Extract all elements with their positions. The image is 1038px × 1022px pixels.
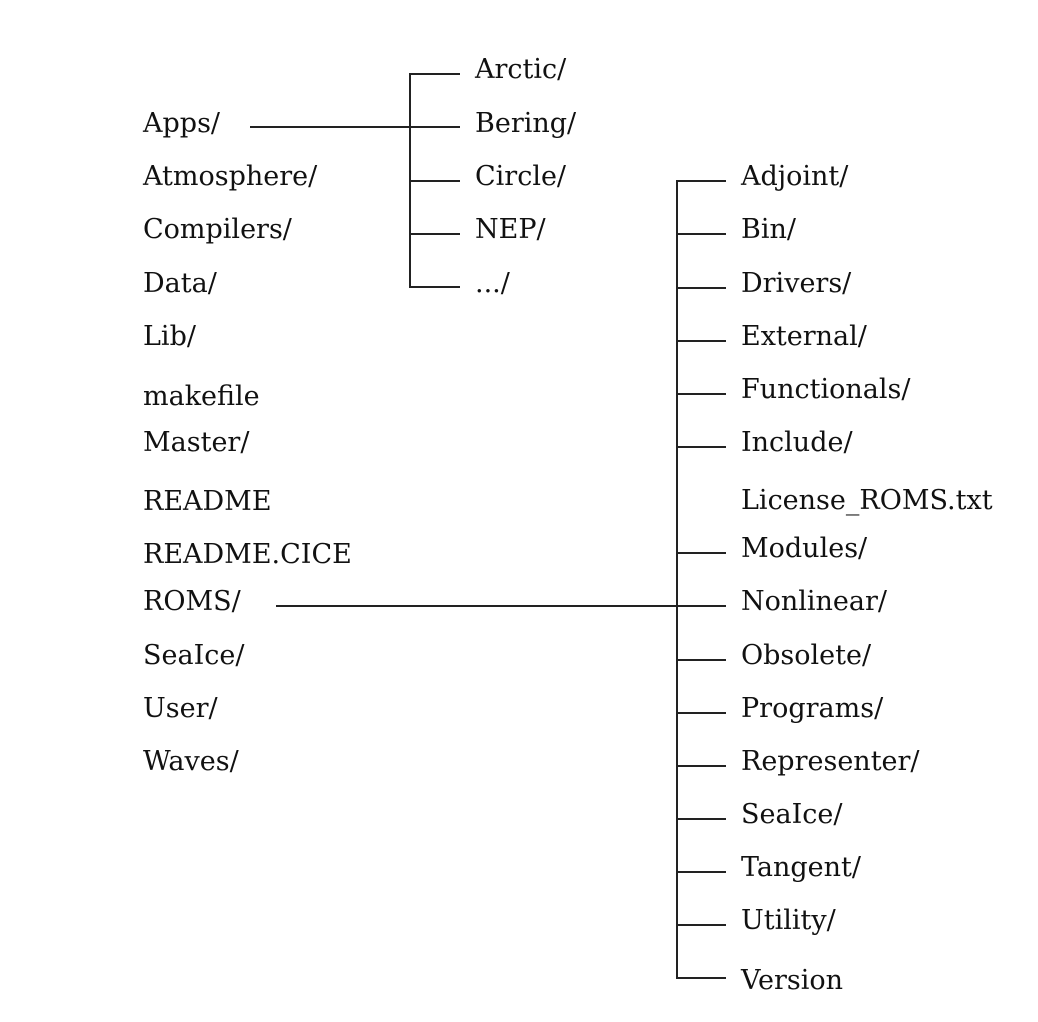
roms-branch-line — [676, 180, 726, 182]
root-item-apps: Apps/ — [143, 108, 221, 139]
roms-branch-line — [676, 924, 726, 926]
roms-branch-line — [676, 659, 726, 661]
roms-item-representer: Representer/ — [741, 746, 920, 777]
root-item-compilers: Compilers/ — [143, 214, 292, 245]
root-item-seaice: SeaIce/ — [143, 640, 245, 671]
roms-item-adjoint: Adjoint/ — [741, 161, 849, 192]
roms-branch-line — [676, 871, 726, 873]
apps-branch-line — [409, 286, 460, 288]
root-item-roms: ROMS/ — [143, 586, 241, 617]
root-item-waves: Waves/ — [143, 746, 239, 777]
apps-item-arctic: Arctic/ — [475, 54, 567, 85]
roms-branch-line — [676, 446, 726, 448]
roms-item-version: Version — [741, 965, 844, 996]
roms-item-nonlinear: Nonlinear/ — [741, 586, 888, 617]
root-item-makefile: makefile — [143, 381, 260, 412]
roms-bracket-vertical — [676, 180, 678, 978]
root-item-readme: README — [143, 486, 272, 517]
roms-item-functionals: Functionals/ — [741, 374, 911, 405]
apps-branch-line — [409, 180, 460, 182]
apps-item-nep: NEP/ — [475, 214, 546, 245]
roms-item-programs: Programs/ — [741, 693, 884, 724]
roms-item-license: License_ROMS.txt — [741, 485, 993, 516]
roms-item-utility: Utility/ — [741, 905, 836, 936]
roms-branch-line — [676, 552, 726, 554]
roms-item-external: External/ — [741, 321, 867, 352]
apps-item-ellipsis: .../ — [475, 268, 510, 299]
root-item-readme-cice: README.CICE — [143, 539, 352, 570]
roms-branch-line — [676, 233, 726, 235]
apps-connector-line — [250, 126, 460, 128]
roms-item-drivers: Drivers/ — [741, 268, 852, 299]
roms-item-obsolete: Obsolete/ — [741, 640, 872, 671]
roms-item-seaice: SeaIce/ — [741, 799, 843, 830]
roms-branch-line — [676, 340, 726, 342]
root-item-atmosphere: Atmosphere/ — [143, 161, 318, 192]
roms-branch-line — [676, 818, 726, 820]
roms-connector-line — [276, 605, 726, 607]
root-item-lib: Lib/ — [143, 321, 196, 352]
apps-item-bering: Bering/ — [475, 108, 577, 139]
roms-branch-line — [676, 765, 726, 767]
roms-branch-line — [676, 712, 726, 714]
apps-branch-line — [409, 233, 460, 235]
roms-item-bin: Bin/ — [741, 214, 796, 245]
roms-branch-line — [676, 287, 726, 289]
roms-item-modules: Modules/ — [741, 533, 868, 564]
root-item-data: Data/ — [143, 268, 217, 299]
apps-item-circle: Circle/ — [475, 161, 567, 192]
roms-branch-line — [676, 977, 726, 979]
roms-item-include: Include/ — [741, 427, 853, 458]
root-item-user: User/ — [143, 693, 218, 724]
apps-branch-line — [409, 73, 460, 75]
root-item-master: Master/ — [143, 427, 250, 458]
roms-item-tangent: Tangent/ — [741, 852, 861, 883]
roms-branch-line — [676, 393, 726, 395]
